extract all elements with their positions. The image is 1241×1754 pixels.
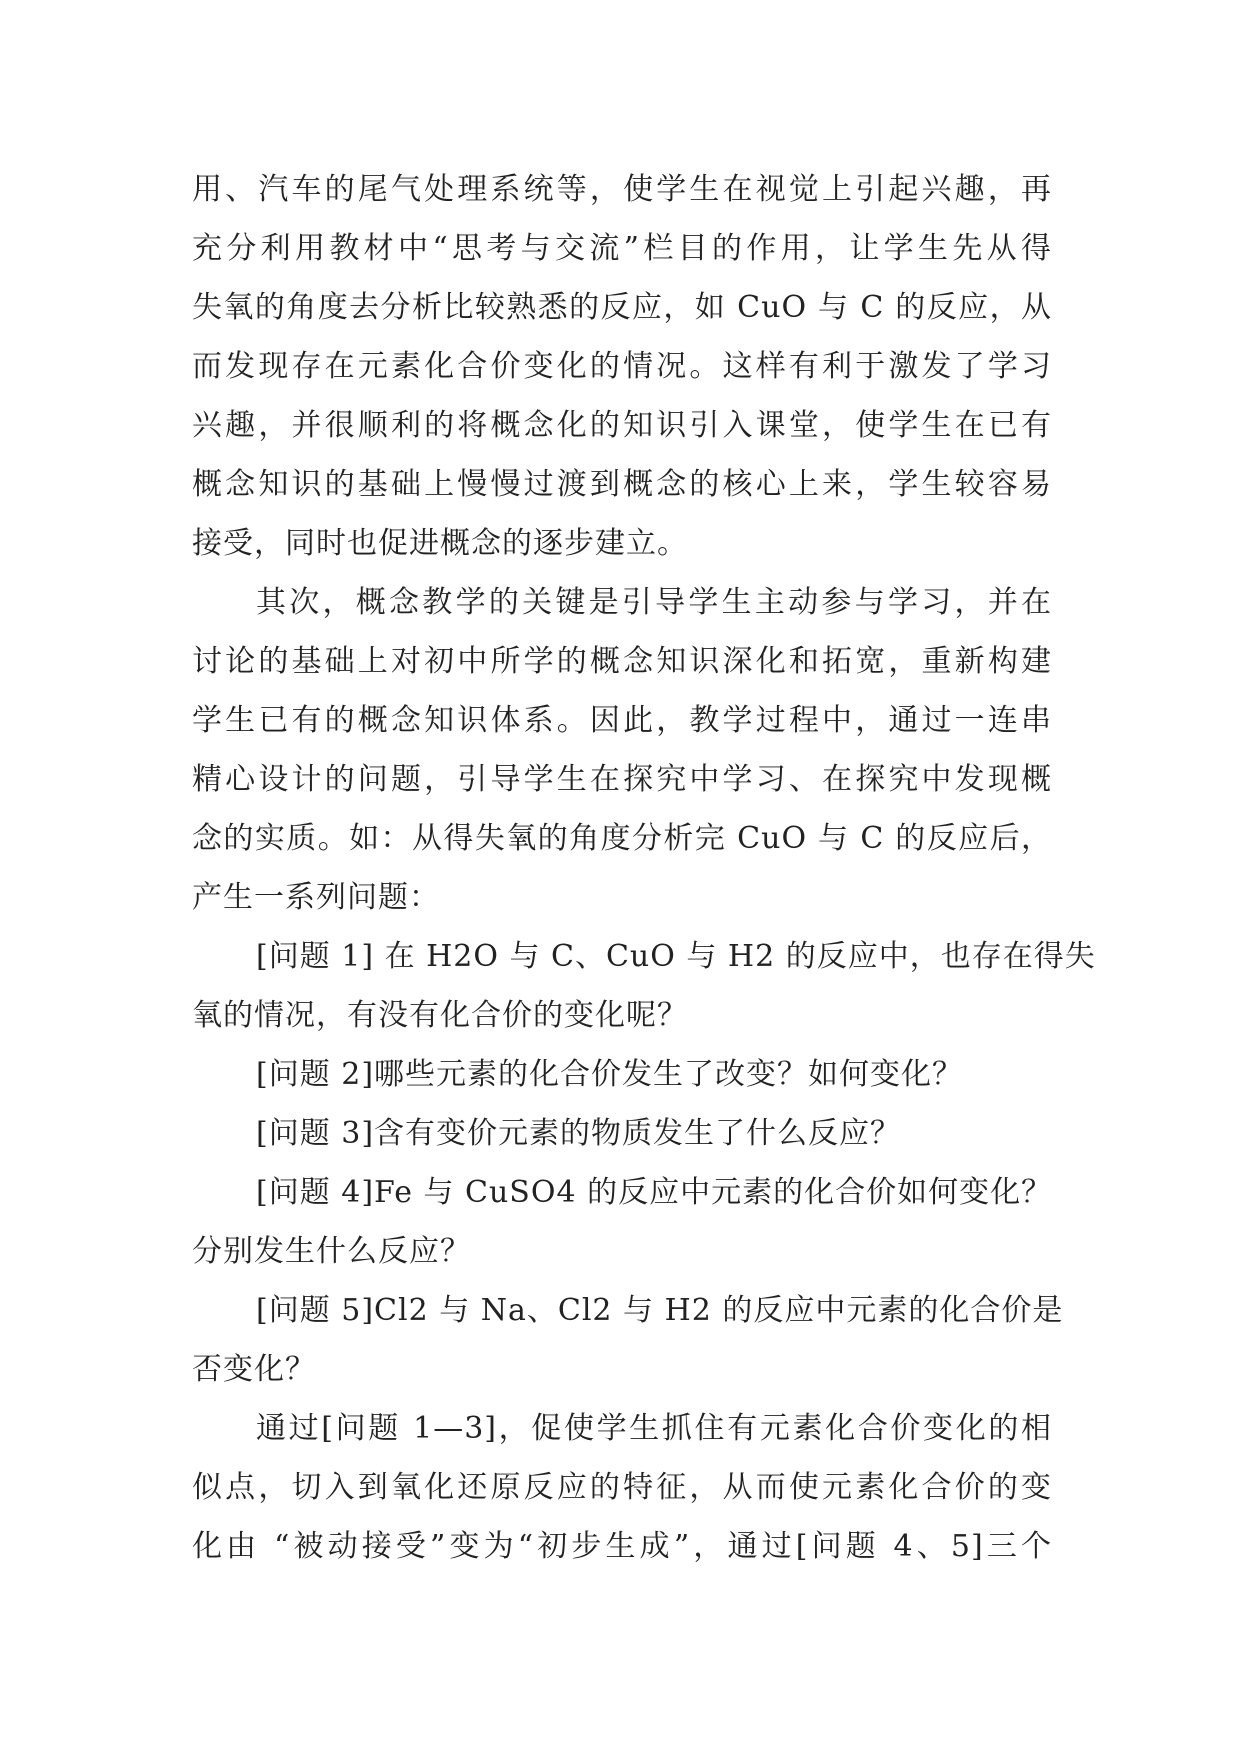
text-line: 通过[问题 1—3]，促使学生抓住有元素化合价变化的相 [256,1411,1052,1446]
text-line: 用、汽车的尾气处理系统等，使学生在视觉上引起兴趣，再 [192,172,1052,207]
question-paragraph [192,1163,1052,1281]
text-line: 氧的情况，有没有化合价的变化呢？ [192,998,688,1033]
text-line: 而发现存在元素化合价变化的情况。这样有利于激发了学习 [192,349,1052,384]
question-paragraph [192,927,1096,1045]
text-line: 兴趣，并很顺利的将概念化的知识引入课堂，使学生在已有 [192,408,1052,443]
text-line: [问题 3]含有变价元素的物质发生了什么反应？ [256,1116,902,1151]
question-paragraph [192,1045,1052,1104]
text-line: [问题 2]哪些元素的化合价发生了改变？如何变化？ [256,1057,964,1092]
text-line: [问题 4]Fe 与 CuSO4 的反应中元素的化合价如何变化？ [256,1175,1053,1210]
paragraph [192,573,1052,927]
text-line: 分别发生什么反应？ [192,1234,471,1269]
text-line: 概念知识的基础上慢慢过渡到概念的核心上来，学生较容易 [192,467,1052,502]
paragraph [192,1399,1052,1576]
question-paragraph [192,1281,1064,1399]
text-line: 化由 “被动接受”变为“初步生成”，通过[问题 4、5]三个 [192,1529,1052,1564]
text-line: 其次，概念教学的关键是引导学生主动参与学习，并在 [256,585,1052,620]
text-line: 产生一系列问题： [192,880,440,915]
text-line: 念的实质。如：从得失氧的角度分析完 CuO 与 C 的反应后， [192,821,1052,856]
question-paragraph [192,1104,1052,1163]
text-line: 接受，同时也促进概念的逐步建立。 [192,526,688,561]
text-line: [问题 5]Cl2 与 Na、Cl2 与 H2 的反应中元素的化合价是 [256,1293,1064,1328]
text-line: 似点，切入到氧化还原反应的特征，从而使元素化合价的变 [192,1470,1052,1505]
text-line: 精心设计的问题，引导学生在探究中学习、在探究中发现概 [192,762,1052,797]
text-line: 失氧的角度去分析比较熟悉的反应，如 CuO 与 C 的反应，从 [192,290,1052,325]
text-line: 否变化？ [192,1352,316,1387]
document-body [192,160,1096,1576]
paragraph [192,160,1052,573]
text-line: 学生已有的概念知识体系。因此，教学过程中，通过一连串 [192,703,1052,738]
text-line: 充分利用教材中“思考与交流”栏目的作用，让学生先从得 [192,231,1052,266]
text-line: 讨论的基础上对初中所学的概念知识深化和拓宽，重新构建 [192,644,1052,679]
text-line: [问题 1] 在 H2O 与 C、CuO 与 H2 的反应中，也存在得失 [256,939,1096,974]
